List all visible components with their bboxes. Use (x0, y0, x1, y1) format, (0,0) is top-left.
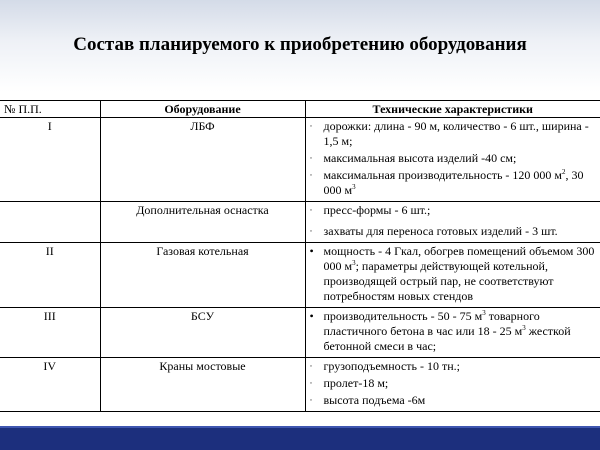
table-row (0, 202, 600, 243)
spec-item: · максимальная производительность - 120 000 $м^2$, 30 000 $м^3$ (309, 168, 584, 197)
equipment-name: Краны мостовые (100, 358, 305, 412)
bullet-icon: · (309, 378, 313, 388)
spec-item: · грузоподъемность - 10 тн.; (309, 359, 460, 373)
equipment-table (0, 100, 600, 412)
table-row (0, 308, 600, 358)
header-specs: Технические характеристики (305, 101, 600, 118)
row-number: I (0, 118, 100, 202)
table-header-row (0, 101, 600, 118)
row-number (0, 202, 100, 243)
slide-title: Состав планируемого к приобретению оборудования (73, 34, 527, 55)
spec-item: · высота подъема -6м (309, 393, 426, 407)
equipment-name: БСУ (100, 308, 305, 358)
bullet-icon: · (309, 121, 313, 131)
table-row (0, 243, 600, 308)
spec-item: · максимальная высота изделий -40 см; (309, 151, 517, 165)
bullet-icon: · (309, 205, 313, 215)
header-number: № П.П. (0, 101, 100, 118)
bullet-icon: · (309, 226, 313, 236)
spec-item: · захваты для переноса готовых изделий - 3 шт. (309, 224, 558, 238)
bullet-icon: • (309, 309, 314, 323)
spec-item: • мощность - 4 Гкал, обогрев помещений объемом 300 000 $м^3$; параметры действующей котельной, производящей острый пар, не соответствуют потребностям новых стендов (309, 244, 595, 303)
bullet-icon: · (309, 153, 313, 163)
specs-cell (305, 243, 600, 308)
row-number: II (0, 243, 100, 308)
equipment-name: Дополнительная оснастка (100, 202, 305, 243)
spec-item: · пресс-формы - 6 шт.; (309, 203, 431, 217)
specs-cell (305, 358, 600, 412)
footer-band (0, 428, 600, 450)
specs-cell (305, 118, 600, 202)
bullet-icon: · (309, 170, 313, 180)
spec-item: • производительность - 50 - 75 $м^3$ товарного пластичного бетона в час или 18 - 25 $м^3$ жесткой бетонной смеси в час; (309, 309, 571, 353)
equipment-name: ЛБФ (100, 118, 305, 202)
spec-item: · дорожки: длина - 90 м, количество - 6 шт., ширина - 1,5 м; (309, 119, 589, 148)
specs-cell (305, 202, 600, 243)
table-row (0, 358, 600, 412)
header-equipment: Оборудование (100, 101, 305, 118)
bullet-icon: · (309, 361, 313, 371)
row-number: III (0, 308, 100, 358)
spec-item: · пролет-18 м; (309, 376, 389, 390)
row-number: IV (0, 358, 100, 412)
table-row (0, 118, 600, 202)
bullet-icon: · (309, 395, 313, 405)
specs-cell (305, 308, 600, 358)
equipment-name: Газовая котельная (100, 243, 305, 308)
bullet-icon: • (309, 244, 314, 258)
